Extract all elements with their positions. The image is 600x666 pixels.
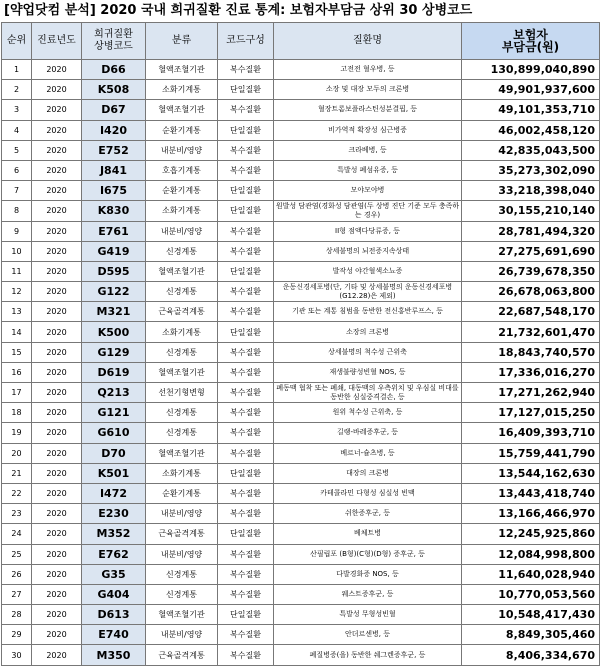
cell-composition: 복수질환 — [218, 403, 274, 423]
table-row — [2, 362, 600, 382]
cell-amount: 13,443,418,740 — [462, 483, 600, 503]
cell-amount: 8,406,334,670 — [462, 645, 600, 665]
cell-amount: 26,739,678,350 — [462, 261, 600, 281]
cell-year: 2020 — [32, 241, 82, 261]
table-row — [2, 302, 600, 322]
cell-disease: 특발성 폐섬유증, 등 — [274, 160, 462, 180]
cell-disease: 베르너-슐츠병, 등 — [274, 443, 462, 463]
header-disease: 질환명 — [274, 23, 462, 60]
cell-year: 2020 — [32, 322, 82, 342]
table-row — [2, 120, 600, 140]
cell-disease: 운동신경세포병(단, 기타 및 상세불명의 운동신경세포병 (G12.28)은 제외) — [274, 282, 462, 302]
cell-amount: 21,732,601,470 — [462, 322, 600, 342]
cell-amount: 17,271,262,940 — [462, 383, 600, 403]
cell-amount: 13,166,466,970 — [462, 504, 600, 524]
header-amount: 보험자 부담금(원) — [462, 23, 600, 60]
cell-category: 내분비/영양 — [146, 625, 218, 645]
cell-rank: 15 — [2, 342, 32, 362]
cell-code: K830 — [82, 201, 146, 221]
cell-code: D70 — [82, 443, 146, 463]
cell-category: 신경계통 — [146, 241, 218, 261]
cell-code: E230 — [82, 504, 146, 524]
cell-category: 내분비/영양 — [146, 221, 218, 241]
table-row — [2, 403, 600, 423]
cell-year: 2020 — [32, 564, 82, 584]
table-row — [2, 181, 600, 201]
table-row — [2, 261, 600, 281]
cell-code: G419 — [82, 241, 146, 261]
cell-rank: 19 — [2, 423, 32, 443]
cell-category: 근육골격계통 — [146, 302, 218, 322]
cell-disease: 폐질병증(을) 동반한 쉐그렌증후군, 등 — [274, 645, 462, 665]
cell-amount: 49,901,937,600 — [462, 80, 600, 100]
cell-composition: 단일질환 — [218, 322, 274, 342]
cell-year: 2020 — [32, 201, 82, 221]
cell-amount: 10,770,053,560 — [462, 584, 600, 604]
cell-rank: 28 — [2, 605, 32, 625]
cell-rank: 10 — [2, 241, 32, 261]
table-row — [2, 564, 600, 584]
cell-year: 2020 — [32, 100, 82, 120]
cell-amount: 33,218,398,040 — [462, 181, 600, 201]
cell-year: 2020 — [32, 645, 82, 665]
cell-disease: 안더르센병, 등 — [274, 625, 462, 645]
header-year: 진료년도 — [32, 23, 82, 60]
cell-category: 내분비/영양 — [146, 544, 218, 564]
cell-code: G129 — [82, 342, 146, 362]
cell-code: I420 — [82, 120, 146, 140]
table-row — [2, 342, 600, 362]
cell-amount: 13,544,162,630 — [462, 463, 600, 483]
cell-disease: 소장 및 대장 모두의 크론병 — [274, 80, 462, 100]
cell-category: 혈액조혈기관 — [146, 443, 218, 463]
cell-category: 내분비/영양 — [146, 504, 218, 524]
cell-category: 순환기계통 — [146, 483, 218, 503]
cell-rank: 13 — [2, 302, 32, 322]
cell-code: G404 — [82, 584, 146, 604]
cell-disease: 쉬한증후군, 등 — [274, 504, 462, 524]
cell-year: 2020 — [32, 625, 82, 645]
cell-composition: 복수질환 — [218, 362, 274, 382]
header-row — [2, 23, 600, 60]
cell-amount: 11,640,028,940 — [462, 564, 600, 584]
table-row — [2, 160, 600, 180]
cell-category: 근육골격계통 — [146, 524, 218, 544]
cell-year: 2020 — [32, 423, 82, 443]
cell-category: 소화기계통 — [146, 463, 218, 483]
cell-amount: 26,678,063,800 — [462, 282, 600, 302]
cell-composition: 단일질환 — [218, 181, 274, 201]
cell-composition: 복수질환 — [218, 645, 274, 665]
table-row — [2, 60, 600, 80]
cell-disease: 혈장트롬보플라스틴성분결핍, 등 — [274, 100, 462, 120]
cell-amount: 22,687,548,170 — [462, 302, 600, 322]
cell-composition: 단일질환 — [218, 605, 274, 625]
cell-composition: 복수질환 — [218, 140, 274, 160]
cell-disease: 베체트병 — [274, 524, 462, 544]
table-row — [2, 504, 600, 524]
cell-disease: 크라베병, 등 — [274, 140, 462, 160]
cell-rank: 24 — [2, 524, 32, 544]
cell-rank: 8 — [2, 201, 32, 221]
cell-rank: 18 — [2, 403, 32, 423]
table-row — [2, 544, 600, 564]
cell-code: D613 — [82, 605, 146, 625]
cell-rank: 21 — [2, 463, 32, 483]
cell-category: 혈액조혈기관 — [146, 605, 218, 625]
cell-code: E761 — [82, 221, 146, 241]
cell-rank: 1 — [2, 60, 32, 80]
cell-rank: 5 — [2, 140, 32, 160]
cell-year: 2020 — [32, 605, 82, 625]
cell-year: 2020 — [32, 403, 82, 423]
cell-amount: 49,101,353,710 — [462, 100, 600, 120]
cell-disease: 발작성 야간혈색소뇨증 — [274, 261, 462, 281]
cell-code: K501 — [82, 463, 146, 483]
table-row — [2, 201, 600, 221]
cell-year: 2020 — [32, 282, 82, 302]
cell-rank: 23 — [2, 504, 32, 524]
page-title: [약업닷컴 분석] 2020 국내 희귀질환 진료 통계: 보험자부담금 상위 30 상병코드 — [4, 3, 473, 18]
cell-disease: 특발성 무형성빈혈 — [274, 605, 462, 625]
table-row — [2, 80, 600, 100]
cell-disease: 산필립포 (B형)(C형)(D형) 증후군, 등 — [274, 544, 462, 564]
cell-category: 신경계통 — [146, 282, 218, 302]
cell-year: 2020 — [32, 160, 82, 180]
cell-disease: 고전전 혈우병, 등 — [274, 60, 462, 80]
cell-code: D66 — [82, 60, 146, 80]
cell-amount: 130,899,040,890 — [462, 60, 600, 80]
cell-category: 신경계통 — [146, 423, 218, 443]
cell-disease: 상세불명의 뇌전증지속상태 — [274, 241, 462, 261]
cell-code: E752 — [82, 140, 146, 160]
cell-amount: 30,155,210,140 — [462, 201, 600, 221]
cell-year: 2020 — [32, 504, 82, 524]
cell-composition: 복수질환 — [218, 342, 274, 362]
cell-rank: 30 — [2, 645, 32, 665]
cell-amount: 15,759,441,790 — [462, 443, 600, 463]
cell-disease: 모야모야병 — [274, 181, 462, 201]
cell-disease: II형 점액다당류증, 등 — [274, 221, 462, 241]
cell-code: E740 — [82, 625, 146, 645]
cell-year: 2020 — [32, 383, 82, 403]
table-row — [2, 483, 600, 503]
cell-rank: 9 — [2, 221, 32, 241]
cell-amount: 46,002,458,120 — [462, 120, 600, 140]
cell-amount: 27,275,691,690 — [462, 241, 600, 261]
cell-disease: 원발성 담관염(경화성 담관염(두 상병 진단 기준 모두 충족하는 경우) — [274, 201, 462, 221]
cell-composition: 복수질환 — [218, 625, 274, 645]
table-row — [2, 100, 600, 120]
cell-rank: 2 — [2, 80, 32, 100]
cell-category: 호흡기계통 — [146, 160, 218, 180]
cell-year: 2020 — [32, 463, 82, 483]
cell-category: 내분비/영양 — [146, 140, 218, 160]
cell-year: 2020 — [32, 261, 82, 281]
cell-category: 소화기계통 — [146, 322, 218, 342]
cell-rank: 12 — [2, 282, 32, 302]
cell-amount: 42,835,043,500 — [462, 140, 600, 160]
cell-composition: 단일질환 — [218, 201, 274, 221]
cell-composition: 복수질환 — [218, 584, 274, 604]
cell-rank: 22 — [2, 483, 32, 503]
table-row — [2, 443, 600, 463]
cell-disease: 다발경화증 NOS, 등 — [274, 564, 462, 584]
cell-disease: 웨스트증후군, 등 — [274, 584, 462, 604]
cell-category: 혈액조혈기관 — [146, 362, 218, 382]
cell-amount: 18,843,740,570 — [462, 342, 600, 362]
cell-composition: 단일질환 — [218, 524, 274, 544]
table-row — [2, 605, 600, 625]
table-row — [2, 383, 600, 403]
cell-composition: 복수질환 — [218, 504, 274, 524]
table-row — [2, 423, 600, 443]
cell-disease: 원위 척수성 근위축, 등 — [274, 403, 462, 423]
cell-year: 2020 — [32, 181, 82, 201]
cell-category: 신경계통 — [146, 584, 218, 604]
table-row — [2, 241, 600, 261]
cell-composition: 복수질환 — [218, 383, 274, 403]
table-row — [2, 584, 600, 604]
cell-year: 2020 — [32, 483, 82, 503]
cell-disease: 재생불량성빈혈 NOS, 등 — [274, 362, 462, 382]
table-row — [2, 221, 600, 241]
cell-code: Q213 — [82, 383, 146, 403]
cell-year: 2020 — [32, 584, 82, 604]
cell-composition: 복수질환 — [218, 483, 274, 503]
cell-amount: 17,127,015,250 — [462, 403, 600, 423]
cell-category: 순환기계통 — [146, 120, 218, 140]
rare-disease-table — [1, 22, 600, 666]
header-composition: 코드구성 — [218, 23, 274, 60]
cell-category: 소화기계통 — [146, 80, 218, 100]
cell-year: 2020 — [32, 140, 82, 160]
cell-disease: 대장의 크론병 — [274, 463, 462, 483]
cell-disease: 비가역적 확장성 심근병증 — [274, 120, 462, 140]
cell-disease: 소장의 크론병 — [274, 322, 462, 342]
cell-composition: 복수질환 — [218, 221, 274, 241]
cell-composition: 복수질환 — [218, 443, 274, 463]
cell-year: 2020 — [32, 544, 82, 564]
cell-year: 2020 — [32, 443, 82, 463]
cell-rank: 7 — [2, 181, 32, 201]
cell-amount: 8,849,305,460 — [462, 625, 600, 645]
cell-amount: 12,084,998,800 — [462, 544, 600, 564]
cell-amount: 10,548,417,430 — [462, 605, 600, 625]
cell-code: G122 — [82, 282, 146, 302]
cell-code: D619 — [82, 362, 146, 382]
cell-category: 근육골격계통 — [146, 645, 218, 665]
cell-year: 2020 — [32, 120, 82, 140]
cell-category: 소화기계통 — [146, 201, 218, 221]
table-row — [2, 282, 600, 302]
cell-disease: 상세불명의 척수성 근위축 — [274, 342, 462, 362]
cell-code: K500 — [82, 322, 146, 342]
cell-amount: 17,336,016,270 — [462, 362, 600, 382]
cell-code: M321 — [82, 302, 146, 322]
header-rank: 순위 — [2, 23, 32, 60]
cell-composition: 단일질환 — [218, 120, 274, 140]
header-code: 희귀질환 상병코드 — [82, 23, 146, 60]
cell-composition: 단일질환 — [218, 80, 274, 100]
cell-disease: 길랭-바레증후군, 등 — [274, 423, 462, 443]
table-row — [2, 322, 600, 342]
cell-composition: 복수질환 — [218, 282, 274, 302]
cell-category: 신경계통 — [146, 342, 218, 362]
cell-rank: 14 — [2, 322, 32, 342]
cell-code: G35 — [82, 564, 146, 584]
cell-rank: 29 — [2, 625, 32, 645]
cell-year: 2020 — [32, 342, 82, 362]
cell-composition: 복수질환 — [218, 564, 274, 584]
cell-category: 선천기형변형 — [146, 383, 218, 403]
cell-composition: 단일질환 — [218, 261, 274, 281]
cell-code: K508 — [82, 80, 146, 100]
cell-code: I472 — [82, 483, 146, 503]
table-row — [2, 645, 600, 665]
cell-code: E762 — [82, 544, 146, 564]
cell-disease: 카테콜라민 다형성 심실성 빈맥 — [274, 483, 462, 503]
cell-code: G121 — [82, 403, 146, 423]
cell-year: 2020 — [32, 221, 82, 241]
cell-composition: 복수질환 — [218, 302, 274, 322]
cell-composition: 복수질환 — [218, 100, 274, 120]
cell-category: 혈액조혈기관 — [146, 261, 218, 281]
cell-composition: 복수질환 — [218, 60, 274, 80]
table-row — [2, 463, 600, 483]
cell-year: 2020 — [32, 524, 82, 544]
cell-rank: 17 — [2, 383, 32, 403]
cell-amount: 28,781,494,320 — [462, 221, 600, 241]
cell-disease: 폐동맥 협착 또는 폐쇄, 대동맥의 우측위치 및 우심실 비대를 동반한 심실중격결손, 등 — [274, 383, 462, 403]
header-category: 분류 — [146, 23, 218, 60]
cell-code: I675 — [82, 181, 146, 201]
cell-rank: 25 — [2, 544, 32, 564]
cell-composition: 복수질환 — [218, 241, 274, 261]
cell-rank: 16 — [2, 362, 32, 382]
cell-code: D595 — [82, 261, 146, 281]
cell-year: 2020 — [32, 302, 82, 322]
cell-category: 신경계통 — [146, 403, 218, 423]
cell-category: 순환기계통 — [146, 181, 218, 201]
cell-amount: 16,409,393,710 — [462, 423, 600, 443]
cell-disease: 기관 또는 계통 침범을 동반한 전신홍반루프스, 등 — [274, 302, 462, 322]
cell-code: G610 — [82, 423, 146, 443]
cell-code: M352 — [82, 524, 146, 544]
cell-rank: 27 — [2, 584, 32, 604]
cell-rank: 4 — [2, 120, 32, 140]
cell-composition: 복수질환 — [218, 423, 274, 443]
table-row — [2, 524, 600, 544]
cell-amount: 35,273,302,090 — [462, 160, 600, 180]
cell-code: D67 — [82, 100, 146, 120]
cell-category: 혈액조혈기관 — [146, 60, 218, 80]
cell-composition: 복수질환 — [218, 544, 274, 564]
cell-category: 신경계통 — [146, 564, 218, 584]
cell-amount: 12,245,925,860 — [462, 524, 600, 544]
table-row — [2, 625, 600, 645]
cell-rank: 6 — [2, 160, 32, 180]
cell-rank: 3 — [2, 100, 32, 120]
cell-year: 2020 — [32, 80, 82, 100]
cell-code: J841 — [82, 160, 146, 180]
cell-year: 2020 — [32, 362, 82, 382]
cell-rank: 20 — [2, 443, 32, 463]
cell-category: 혈액조혈기관 — [146, 100, 218, 120]
cell-year: 2020 — [32, 60, 82, 80]
cell-code: M350 — [82, 645, 146, 665]
cell-rank: 26 — [2, 564, 32, 584]
table-row — [2, 140, 600, 160]
cell-composition: 복수질환 — [218, 160, 274, 180]
cell-composition: 단일질환 — [218, 463, 274, 483]
cell-rank: 11 — [2, 261, 32, 281]
